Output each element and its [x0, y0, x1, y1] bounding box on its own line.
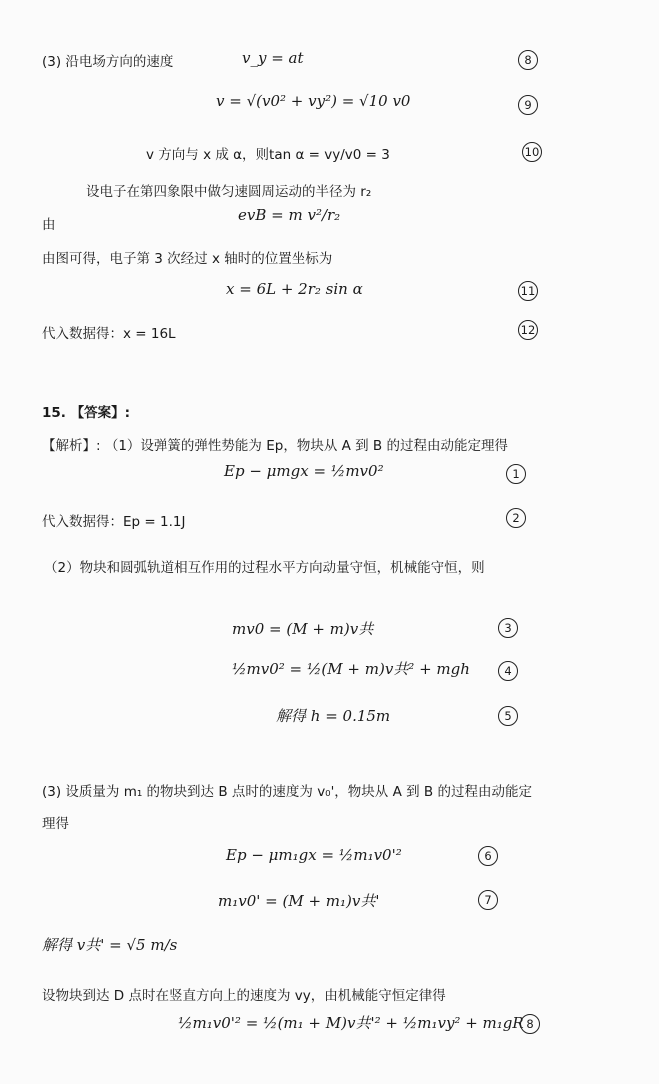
text-b2: v 方向与 x 成 α，则tan α = vy/v0 = 3 [146, 147, 390, 163]
circled-number: 2 [506, 508, 526, 528]
text-b4: 由 [42, 217, 56, 233]
circled-number: 5 [498, 706, 518, 726]
circled-number: 3 [498, 618, 518, 638]
circled-number: 8 [518, 50, 538, 70]
equation-e5: Ep − μmgx = ½mv0² [224, 462, 384, 480]
circled-number: 4 [498, 661, 518, 681]
circled-number: 6 [478, 846, 498, 866]
equation-e9: Ep − μm₁gx = ½m₁v0'² [226, 846, 402, 864]
circled-number: 12 [518, 320, 538, 340]
equation-e3: evB = m v²/r₂ [238, 206, 341, 224]
circled-number: 11 [518, 281, 538, 301]
equation-e8: 解得 h = 0.15m [276, 707, 391, 725]
text-b8: 【解析】: （1）设弹簧的弹性势能为 Ep，物块从 A 到 B 的过程由动能定理得 [42, 438, 508, 454]
text-b14: 设物块到达 D 点时在竖直方向上的速度为 vy，由机械能守恒定律得 [42, 988, 446, 1004]
text-b12: 理得 [42, 816, 69, 832]
equation-e1: v_y = at [242, 49, 304, 67]
equation-e10: m₁v0' = (M + m₁)v共' [218, 892, 380, 910]
circled-number: 10 [522, 142, 542, 162]
text-b7: 15. 【答案】: [42, 405, 131, 421]
circled-number: 1 [506, 464, 526, 484]
text-b10: （2）物块和圆弧轨道相互作用的过程水平方向动量守恒，机械能守恒，则 [44, 560, 485, 576]
equation-e11: 解得 v共' = √5 m/s [42, 936, 178, 954]
text-b6: 代入数据得：x = 16L [42, 326, 176, 342]
text-b11: (3) 设质量为 m₁ 的物块到达 B 点时的速度为 v₀'，物块从 A 到 B 的过程由动能定 [42, 784, 532, 800]
text-b1: (3) 沿电场方向的速度 [42, 54, 174, 70]
text-b5: 由图可得，电子第 3 次经过 x 轴时的位置坐标为 [42, 251, 333, 267]
equation-e6: mv0 = (M + m)v共 [232, 620, 374, 638]
equation-e2: v = √(v0² + vy²) = √10 v0 [216, 92, 411, 110]
text-b3: 设电子在第四象限中做匀速圆周运动的半径为 r₂ [86, 184, 372, 200]
circled-number: 8 [520, 1014, 540, 1034]
equation-e12: ½m₁v0'² = ½(m₁ + M)v共'² + ½m₁vy² + m₁gR [178, 1014, 524, 1032]
circled-number: 7 [478, 890, 498, 910]
circled-number: 9 [518, 95, 538, 115]
text-b9: 代入数据得：Ep = 1.1J [42, 514, 186, 530]
equation-e7: ½mv0² = ½(M + m)v共² + mgh [232, 660, 470, 678]
equation-e4: x = 6L + 2r₂ sin α [226, 280, 363, 298]
